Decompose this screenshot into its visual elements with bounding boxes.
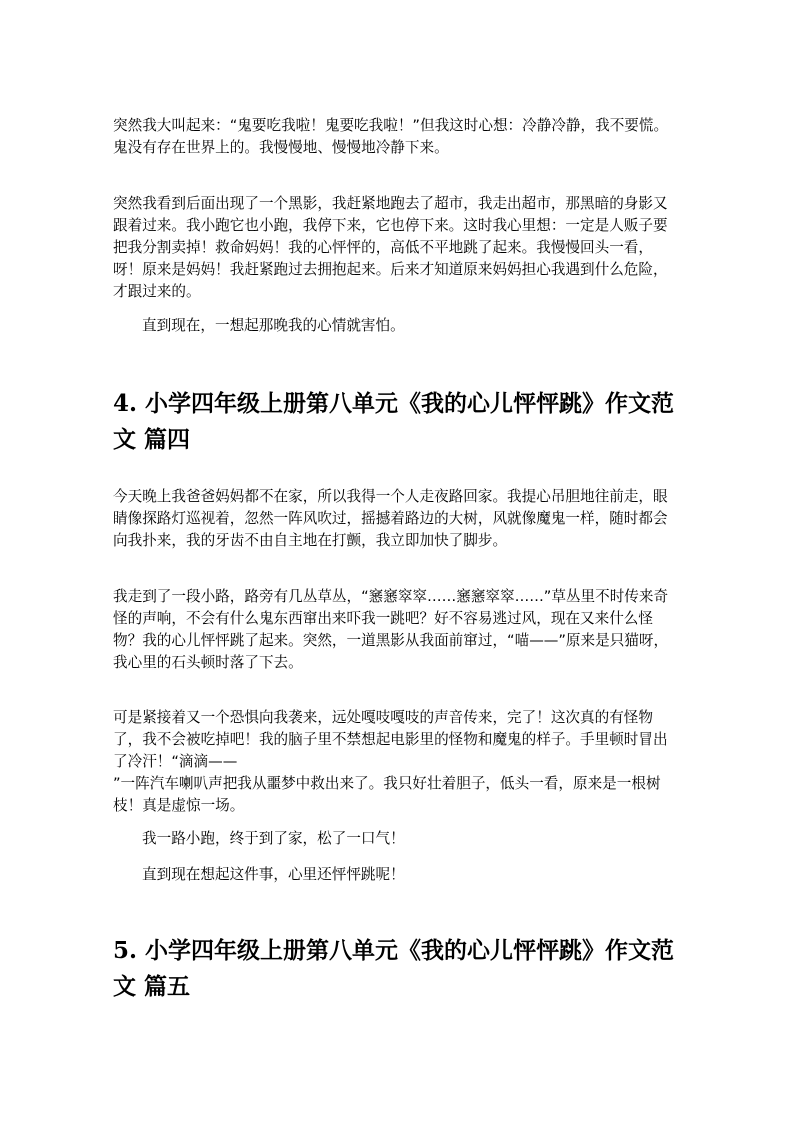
paragraph: 突然我看到后面出现了一个黑影，我赶紧地跑去了超市，我走出超市，那黑暗的身影又跟着过来。我小跑它也小跑，我停下来，它也停下来。这时我心里想：一定是人贩子要把我分割卖掉！救命妈妈！我的心怦怦的，高低不平地跳了起来。我慢慢回头一看，呀！原来是妈妈！我赶紧跑过去拥抱起来。后来才知道原来妈妈担心我遇到什么危险，才跟过来的。 [113, 195, 668, 300]
paragraph: 直到现在想起这件事，心里还怦怦跳呢！ [142, 866, 405, 883]
section-heading-5: 5. 小学四年级上册第八单元《我的心儿怦怦跳》作文范文 篇五 [113, 937, 675, 1000]
section-heading-4: 4. 小学四年级上册第八单元《我的心儿怦怦跳》作文范文 篇四 [113, 390, 675, 453]
paragraph: 直到现在，一想起那晚我的心情就害怕。 [142, 317, 405, 334]
paragraph-line: ”一阵汽车喇叭声把我从噩梦中救出来了。我只好壮着胆子，低头一看，原来是一根树枝！真是虚惊一场。 [113, 775, 661, 814]
paragraph-line: 可是紧接着又一个恐惧向我袭来，远处嘎吱嘎吱的声音传来，完了！这次真的有怪物了，我不会被吃掉吧！我的脑子里不禁想起电影里的怪物和魔鬼的样子。手里顿时冒出了冷汗！“滴滴—— [113, 709, 668, 770]
paragraph: 今天晚上我爸爸妈妈都不在家，所以我得一个人走夜路回家。我提心吊胆地往前走，眼睛像探路灯巡视着，忽然一阵风吹过，摇撼着路边的大树，风就像魔鬼一样，随时都会向我扑来，我的牙齿不由自主地在打颤，我立即加快了脚步。 [113, 488, 668, 549]
paragraph: 我走到了一段小路，路旁有几丛草丛，“窸窸窣窣……窸窸窣窣……”草丛里不时传来奇怪的声响，不会有什么鬼东西窜出来吓我一跳吧？好不容易逃过风，现在又来什么怪物？我的心儿怦怦跳了起来。突然，一道黑影从我面前窜过，“喵——”原来是只猫呀，我心里的石头顿时落了下去。 [113, 588, 669, 671]
paragraph: 我一路小跑，终于到了家，松了一口气！ [142, 830, 405, 847]
paragraph: 突然我大叫起来：“鬼要吃我啦！鬼要吃我啦！”但我这时心想：冷静冷静，我不要慌。鬼没有存在世界上的。我慢慢地、慢慢地冷静下来。 [113, 117, 669, 156]
paragraph [113, 707, 675, 817]
